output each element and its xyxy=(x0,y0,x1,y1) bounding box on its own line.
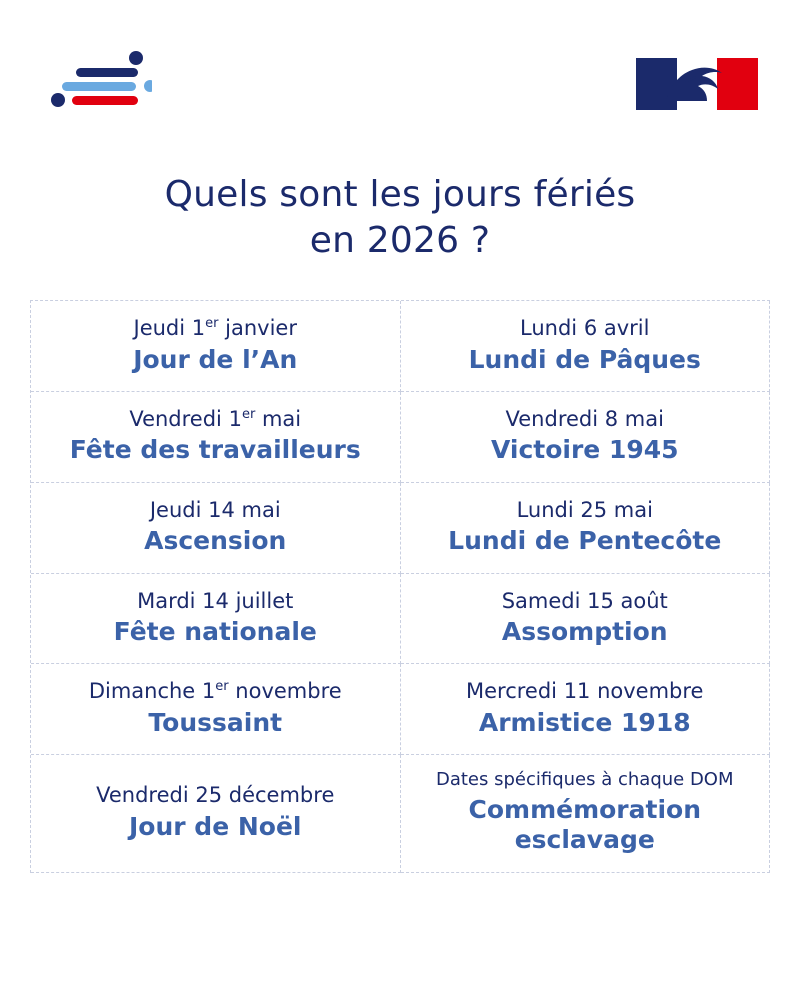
holiday-date-text: Mercredi 11 novembre xyxy=(466,679,704,704)
holiday-date xyxy=(134,315,298,341)
holiday-name: Commémoration esclavage xyxy=(468,794,701,855)
holiday-date-text: Jeudi 14 mai xyxy=(149,497,281,522)
holiday-name: Lundi de Pentecôte xyxy=(448,526,722,556)
holiday-date xyxy=(502,588,668,614)
holiday-date-text: Dimanche 1 xyxy=(88,679,216,704)
holiday-cell xyxy=(31,392,401,483)
service-public-logo xyxy=(42,46,152,112)
holiday-date xyxy=(150,497,281,523)
holiday-date-text: Dates spécifiques à chaque DOM xyxy=(435,769,734,791)
holiday-date xyxy=(520,315,649,341)
holiday-name: Assomption xyxy=(501,616,668,646)
holiday-date-text: Jeudi 1 xyxy=(133,316,206,341)
holiday-date-text: Lundi 6 avril xyxy=(520,316,650,341)
holiday-name: Fête nationale xyxy=(113,616,317,646)
holiday-name: Fête des travailleurs xyxy=(69,435,361,465)
holiday-date-text: Samedi 15 août xyxy=(501,588,668,613)
holiday-name: Ascension xyxy=(144,526,287,556)
holiday-date xyxy=(96,782,334,808)
holiday-cell xyxy=(31,301,401,392)
page-title-line1: Quels sont les jours fériés xyxy=(164,174,636,216)
holiday-date xyxy=(506,406,664,432)
holiday-cell xyxy=(401,392,771,483)
holiday-date-text: Mardi 14 juillet xyxy=(137,588,294,613)
holiday-name: Jour de l’An xyxy=(133,344,298,374)
page-title xyxy=(0,140,800,264)
holiday-name: Armistice 1918 xyxy=(478,707,691,737)
holiday-date-ordinal: er xyxy=(241,407,256,423)
marianne-french-flag-logo xyxy=(636,58,758,110)
holiday-cell xyxy=(31,574,401,665)
holiday-cell xyxy=(31,664,401,755)
holiday-cell xyxy=(31,755,401,873)
marianne-profile-icon xyxy=(658,61,736,107)
holiday-date-month: novembre xyxy=(228,679,342,704)
holiday-date xyxy=(466,678,703,704)
holiday-date-text: Vendredi 8 mai xyxy=(505,407,664,432)
holiday-name: Lundi de Pâques xyxy=(468,344,701,374)
holiday-cell xyxy=(401,483,771,574)
holiday-name: Jour de Noël xyxy=(129,811,302,841)
holiday-date-text: Lundi 25 mai xyxy=(516,497,653,522)
holiday-date-text: Vendredi 25 décembre xyxy=(96,783,335,808)
holiday-cell xyxy=(401,664,771,755)
holiday-name: Toussaint xyxy=(148,707,283,737)
page-title-line2: en 2026 ? xyxy=(309,220,491,262)
holiday-name: Victoire 1945 xyxy=(490,435,679,465)
holiday-date-month: janvier xyxy=(218,316,297,341)
holiday-date xyxy=(436,769,734,792)
holiday-cell xyxy=(31,483,401,574)
holiday-date-ordinal: er xyxy=(205,316,219,332)
holiday-date-text: Vendredi 1 xyxy=(129,407,242,432)
holiday-cell xyxy=(401,755,771,873)
page-header xyxy=(0,0,800,140)
holiday-date xyxy=(137,588,293,614)
holiday-cell xyxy=(401,301,771,392)
holiday-date xyxy=(89,678,342,704)
holiday-cell xyxy=(401,574,771,665)
flag-band-white xyxy=(677,58,718,110)
holiday-date-month: mai xyxy=(255,407,302,432)
holiday-date xyxy=(517,497,653,523)
holidays-grid xyxy=(30,300,770,872)
holiday-date xyxy=(129,406,301,432)
holiday-date-ordinal: er xyxy=(215,679,229,695)
